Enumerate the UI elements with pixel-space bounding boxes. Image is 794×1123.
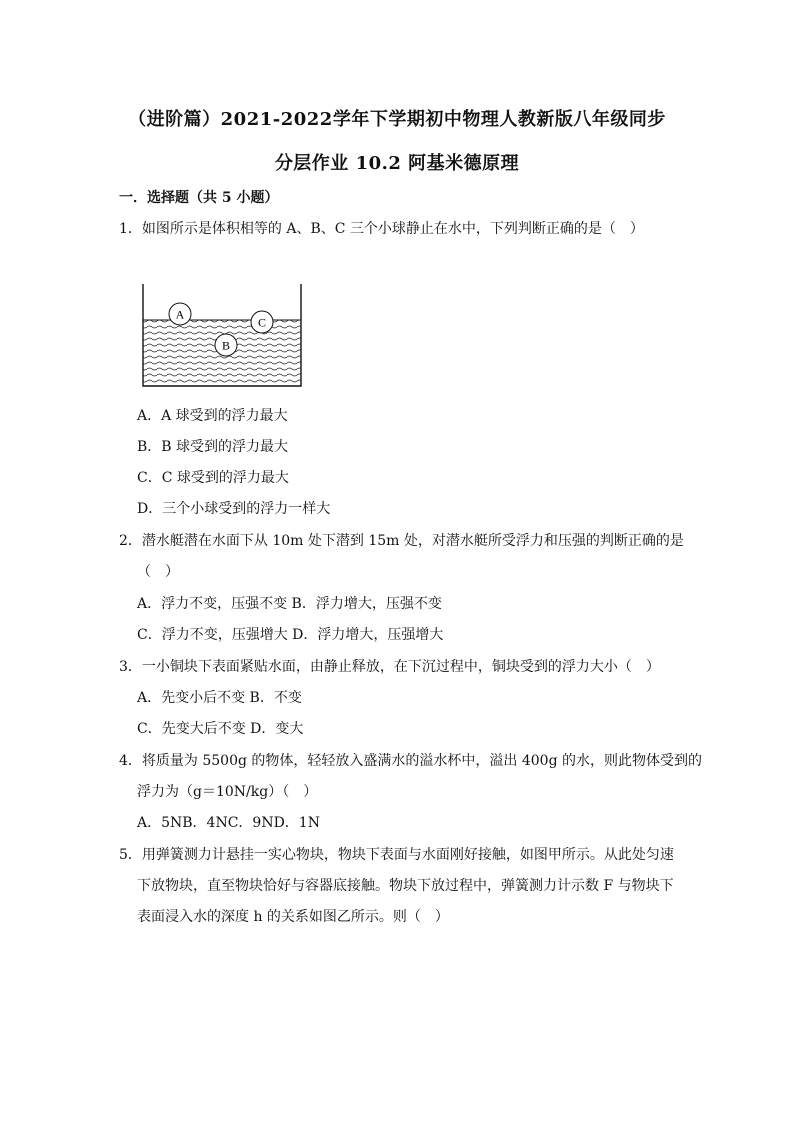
question-2-options-row-2: C．浮力不变，压强增大 D．浮力增大，压强增大: [137, 627, 444, 643]
question-2-options-row-1: A．浮力不变，压强不变 B．浮力增大，压强不变: [137, 596, 442, 612]
ball-b-label: B: [221, 338, 231, 353]
question-1-option-b: B．B 球受到的浮力最大: [137, 439, 289, 455]
question-5-stem-line-2: 下放物块，直至物块恰好与容器底接触。物块下放过程中，弹簧测力计示数 F 与物块下: [137, 878, 674, 894]
question-5-stem-line-1: 5．用弹簧测力计悬挂一实心物块，物块下表面与水面刚好接触，如图甲所示。从此处匀速: [119, 847, 674, 863]
question-1-option-a: A．A 球受到的浮力最大: [137, 408, 288, 424]
ball-c: [251, 311, 273, 333]
question-2-stem-line-1: 2．潜水艇潜在水面下从 10m 处下潜到 15m 处，对潜水艇所受浮力和压强的判断正确的是: [119, 533, 684, 549]
ball-a-label: A: [175, 307, 185, 322]
question-3-stem: 3．一小铜块下表面紧贴水面，由静止释放，在下沉过程中，铜块受到的浮力大小（ ）: [119, 659, 660, 675]
question-3-options-row-2: C．先变大后不变 D．变大: [137, 721, 304, 737]
question-4-stem-line-2: 浮力为（g＝10N/kg）（ ）: [137, 784, 318, 800]
section-heading: 一．选择题（共 5 小题）: [119, 190, 279, 206]
question-4-stem-line-1: 4．将质量为 5500g 的物体，轻轻放入盛满水的溢水杯中，溢出 400g 的水，则此物体受到的: [119, 753, 702, 769]
question-5-stem-line-3: 表面浸入水的深度 h 的关系如图乙所示。则（ ）: [137, 909, 449, 925]
ball-c-label: C: [257, 315, 267, 330]
question-2-stem-line-2: （ ）: [137, 564, 179, 580]
question-1-stem: 1．如图所示是体积相等的 A、B、C 三个小球静止在水中，下列判断正确的是（ ）: [119, 221, 644, 237]
document-title-line-1: （进阶篇）2021-2022学年下学期初中物理人教新版八年级同步: [128, 109, 666, 130]
question-1-figure: [137, 282, 307, 392]
ball-a: [169, 303, 191, 325]
ball-b: [215, 334, 237, 356]
question-4-options: A．5NB．4NC．9ND．1N: [137, 815, 320, 831]
document-title-line-2: 分层作业 10.2 阿基米德原理: [274, 153, 520, 174]
question-1-option-c: C．C 球受到的浮力最大: [137, 470, 289, 486]
question-3-options-row-1: A．先变小后不变 B．不变: [137, 690, 302, 706]
question-1-option-d: D．三个小球受到的浮力一样大: [137, 501, 331, 517]
